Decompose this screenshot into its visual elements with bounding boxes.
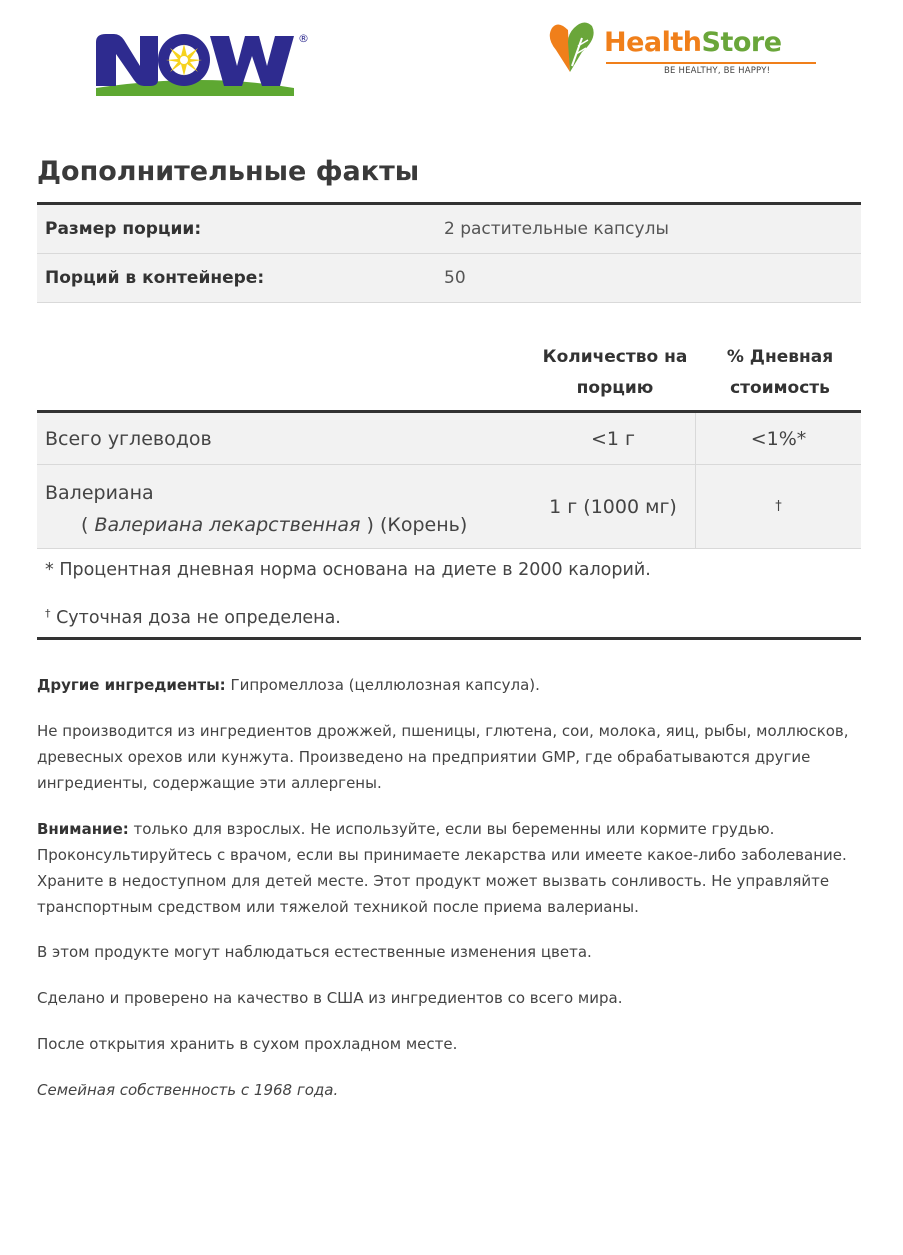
table-row [37,413,861,465]
leaf-heart-icon [548,20,602,78]
divider [37,637,861,640]
nutrient-name: Всего углеводов [45,427,212,450]
servings-per-container-value: 50 [444,268,466,288]
svg-text:®: ® [298,32,309,45]
nutrient-table [37,410,861,549]
healthstore-underline [606,62,816,64]
facts-title: Дополнительные факты [37,156,420,187]
warning: Внимание: только для взрослых. Не используйте, если вы беременны или кормите грудью. Проконсультируйтесь с врачом, если вы принимаете лекарства или имеете какое-либо заболевание. Храните в недоступном для детей месте. Этот продукт может вызвать сонливость. Не управляйте транспортным средством или тяжелой техникой после приема валерианы. [37,820,847,916]
daily-value-header: % Дневная стоимость [726,347,834,398]
nutrient-amount: <1 г [590,427,636,450]
nutrient-name: Валериана [45,482,154,504]
storage-note: После открытия хранить в сухом прохладном месте. [37,1035,458,1053]
allergen-statement: Не производится из ингредиентов дрожжей, пшеницы, глютена, сои, молока, яиц, рыбы, моллюсков, древесных орехов или кунжута. Произведено на предприятии GMP, где обрабатываются другие ингредиенты, содержащие эти аллергены. [37,722,849,792]
amount-per-serving-header: Количество на порцию [542,347,688,398]
serving-info [37,202,861,303]
nutrient-source: ( Валериана лекарственная ) (Корень) [81,514,468,536]
nutrient-daily-value: † [695,465,861,548]
healthstore-wordmark: HealthStore [604,27,782,58]
logo-bar [0,0,903,120]
servings-per-container-row [37,254,861,303]
footnote-daily-value: * Процентная дневная норма основана на диете в 2000 калорий. [45,560,651,580]
serving-size-value: 2 растительные капсулы [444,219,669,239]
nutrient-amount: 1 г (1000 мг) [549,495,677,518]
other-ingredients: Другие ингредиенты: Гипромеллоза (целлюлозная капсула). [37,676,540,694]
color-note: В этом продукте могут наблюдаться естественные изменения цвета. [37,943,592,961]
nutrient-name-cell [37,465,531,548]
nutrient-daily-value: <1%* [695,413,861,464]
table-row [37,465,861,549]
now-logo [92,28,314,98]
made-in: Сделано и проверено на качество в США из ингредиентов со всего мира. [37,989,623,1007]
footnote-dagger: † Суточная доза не определена. [45,607,341,628]
footnotes [37,548,861,636]
serving-size-row [37,205,861,254]
servings-per-container-label: Порций в контейнере: [45,268,265,288]
family-owned-note: Семейная собственность с 1968 года. [37,1081,339,1099]
healthstore-logo [548,20,823,82]
healthstore-tagline: BE HEALTHY, BE HAPPY! [664,66,771,76]
nutrient-table-header [37,338,861,410]
serving-size-label: Размер порции: [45,219,202,239]
